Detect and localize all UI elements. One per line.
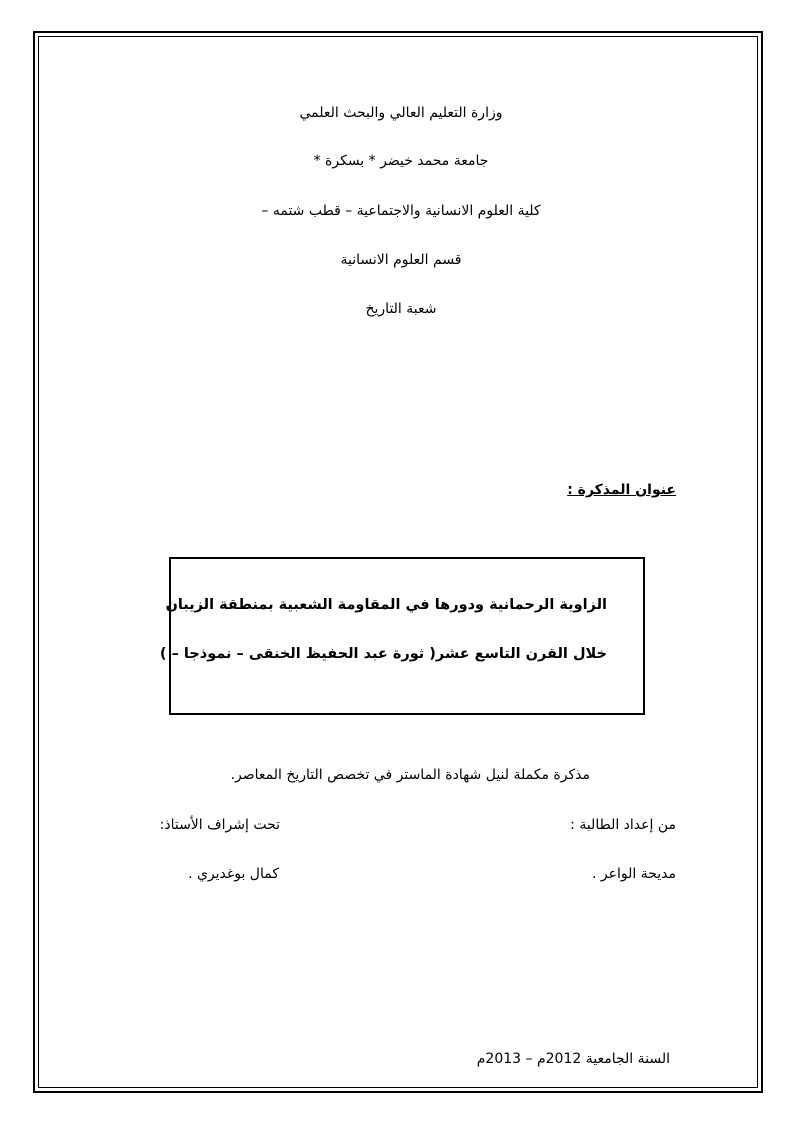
student-label: من إعداد الطالبة :	[570, 817, 676, 833]
student-name: مديحة الواعر .	[592, 866, 676, 882]
degree-statement: مذكرة مكملة لنيل شهادة الماستر في تخصص التاريخ المعاصر.	[230, 767, 590, 783]
memo-title-box	[159, 557, 645, 715]
ministry-heading: وزارة التعليم العالي والبحث العلمي	[299, 105, 503, 121]
university-heading: جامعة محمد خيضر * بسكرة *	[313, 153, 489, 169]
department-heading: قسم العلوم الانسانية	[340, 252, 462, 268]
section-heading: شعبة التاريخ	[365, 301, 437, 317]
supervisor-name: كمال بوغديري .	[188, 866, 279, 882]
supervisor-label: تحت إشراف الأستاذ:	[159, 817, 280, 833]
memo-title-line-2: خلال القرن التاسع عشر( ثورة عبد الحفيظ الخنقى – نموذجا – )	[159, 646, 607, 662]
academic-year: السنة الجامعية 2012م – 2013م	[476, 1051, 670, 1067]
faculty-heading: كلية العلوم الانسانية والاجتماعية – قطب شتمه –	[261, 203, 541, 219]
memo-title-line-1: الزاوية الرحمانية ودورها في المقاومة الشعبية بمنطقة الزيبان	[165, 597, 607, 613]
memo-title-label: عنوان المذكرة :	[567, 482, 676, 498]
